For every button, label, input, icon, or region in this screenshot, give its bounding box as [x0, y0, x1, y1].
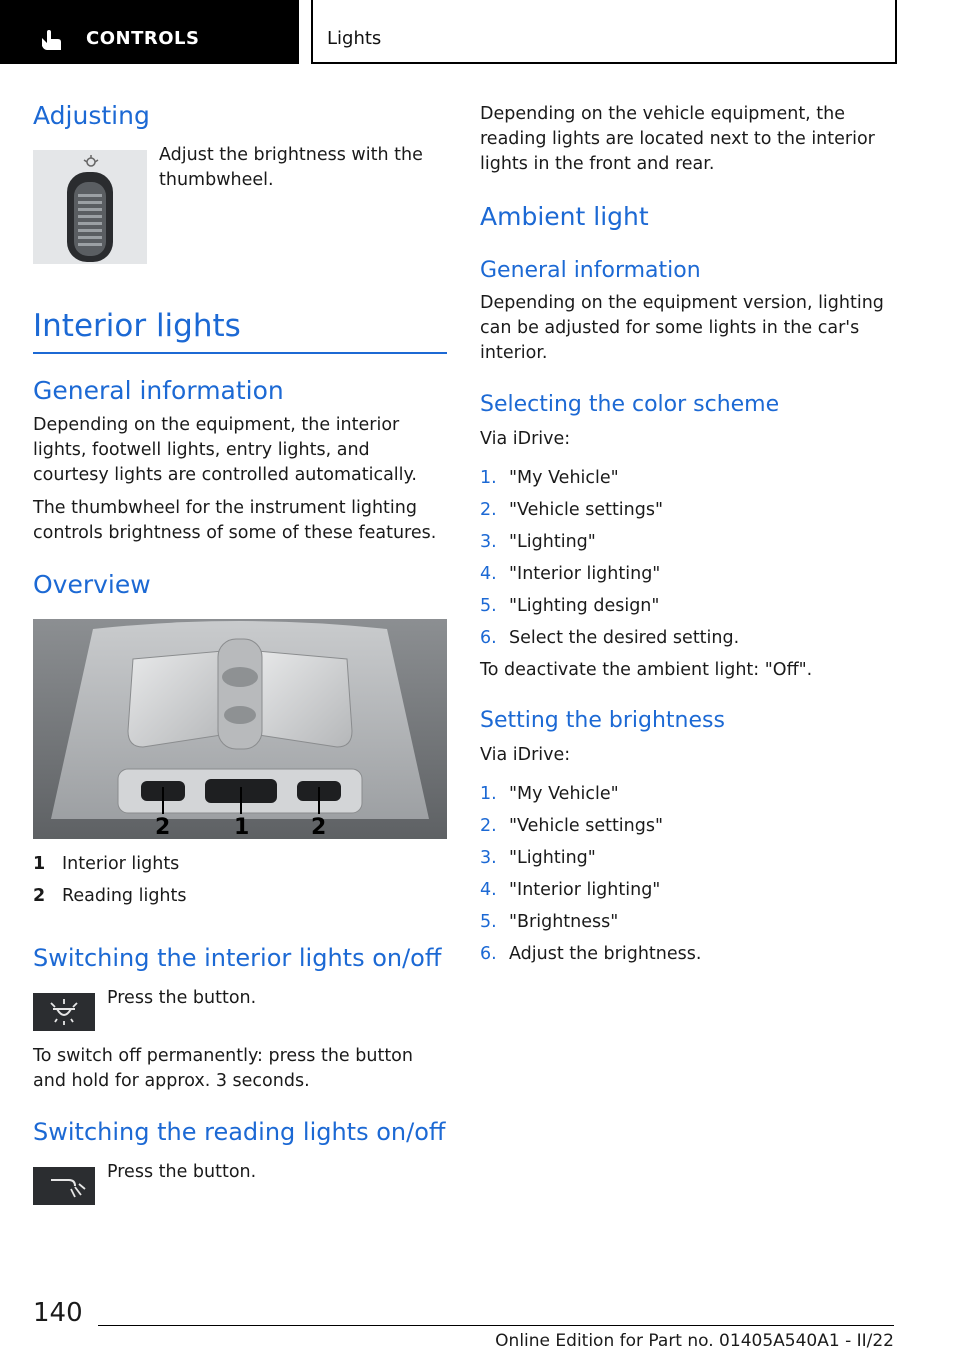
step-item	[480, 910, 900, 942]
step-number: 6.	[480, 628, 497, 648]
step-item	[480, 782, 900, 814]
step-text: Adjust the brightness.	[509, 944, 702, 964]
step-text: "Vehicle settings"	[509, 816, 664, 836]
step-item	[480, 814, 900, 846]
step-number: 1.	[480, 784, 497, 804]
step-text: "Interior lighting"	[509, 564, 661, 584]
step-number: 5.	[480, 912, 497, 932]
overview-heading: Overview	[33, 570, 151, 599]
title-rule	[33, 352, 447, 354]
step-text: "My Vehicle"	[509, 468, 619, 488]
step-item	[480, 878, 900, 910]
step-text: "Lighting"	[509, 848, 596, 868]
step-item	[480, 942, 900, 974]
legend-number: 1	[33, 854, 46, 874]
step-item	[480, 562, 900, 594]
interior-light-button-icon	[33, 993, 95, 1031]
interior-lights-title: Interior lights	[33, 308, 241, 344]
general-info-p1: Depending on the equipment, the interior lights, footwell lights, entry lights, and courtesy lights are controlled automatically.	[33, 415, 417, 485]
reading-light-button-icon	[33, 1167, 95, 1205]
adjusting-heading: Adjusting	[33, 101, 150, 130]
color-scheme-via: Via iDrive:	[480, 429, 571, 449]
overhead-console-photo	[33, 619, 447, 839]
callout-label: 1	[234, 815, 250, 840]
footer-rule	[98, 1325, 894, 1326]
switch-reading-text: Press the button.	[107, 1162, 257, 1182]
step-number: 1.	[480, 468, 497, 488]
footer-edition: Online Edition for Part no. 01405A540A1 - II/22	[495, 1331, 894, 1351]
callout-label: 2	[311, 815, 327, 840]
step-text: "My Vehicle"	[509, 784, 619, 804]
step-text: "Lighting design"	[509, 596, 660, 616]
step-text: "Lighting"	[509, 532, 596, 552]
step-text: Select the desired setting.	[509, 628, 740, 648]
page-number: 140	[33, 1298, 83, 1328]
step-item	[480, 530, 900, 562]
header-section-label: CONTROLS	[86, 28, 200, 49]
step-number: 3.	[480, 532, 497, 552]
step-number: 2.	[480, 500, 497, 520]
brightness-heading: Setting the brightness	[480, 708, 725, 733]
step-number: 3.	[480, 848, 497, 868]
right-intro-text: Depending on the vehicle equipment, the reading lights are located next to the interior lights in the front and rear.	[480, 104, 875, 174]
adjusting-text: Adjust the brightness with the thumbwheel.	[159, 145, 423, 190]
step-item	[480, 594, 900, 626]
switch-interior-note: To switch off permanently: press the button and hold for approx. 3 seconds.	[33, 1046, 413, 1091]
ambient-general-text: Depending on the equipment version, lighting can be adjusted for some lights in the car's interior.	[480, 293, 884, 363]
color-scheme-heading: Selecting the color scheme	[480, 392, 780, 417]
step-number: 5.	[480, 596, 497, 616]
brightness-via: Via iDrive:	[480, 745, 571, 765]
step-number: 6.	[480, 944, 497, 964]
header-section-tab	[0, 0, 299, 64]
legend-label: Interior lights	[62, 854, 180, 874]
step-number: 2.	[480, 816, 497, 836]
switch-interior-text: Press the button.	[107, 988, 257, 1008]
ambient-general-heading: General information	[480, 258, 701, 283]
ambient-light-heading: Ambient light	[480, 202, 649, 231]
step-item	[480, 498, 900, 530]
step-text: "Interior lighting"	[509, 880, 661, 900]
header-chapter-tab	[311, 0, 897, 64]
step-number: 4.	[480, 564, 497, 584]
thumbwheel-image	[33, 150, 147, 264]
hand-pointer-icon	[36, 24, 66, 54]
step-text: "Vehicle settings"	[509, 500, 664, 520]
color-scheme-steps	[480, 466, 900, 658]
general-info-heading: General information	[33, 376, 284, 405]
step-item	[480, 466, 900, 498]
switch-reading-heading: Switching the reading lights on/off	[33, 1118, 446, 1146]
callout-label: 2	[155, 815, 171, 840]
step-item	[480, 846, 900, 878]
step-text: "Brightness"	[509, 912, 619, 932]
legend-label: Reading lights	[62, 886, 187, 906]
legend-number: 2	[33, 886, 46, 906]
switch-interior-heading: Switching the interior lights on/off	[33, 944, 442, 972]
step-number: 4.	[480, 880, 497, 900]
deactivate-text: To deactivate the ambient light: "Off".	[480, 660, 813, 680]
overhead-console-illustration	[33, 619, 447, 839]
header-chapter-label: Lights	[327, 28, 382, 49]
brightness-steps	[480, 782, 900, 974]
thumbwheel-illustration	[33, 150, 147, 264]
step-item	[480, 626, 900, 658]
general-info-p2: The thumbwheel for the instrument lighting controls brightness of some of these features.	[33, 498, 437, 543]
